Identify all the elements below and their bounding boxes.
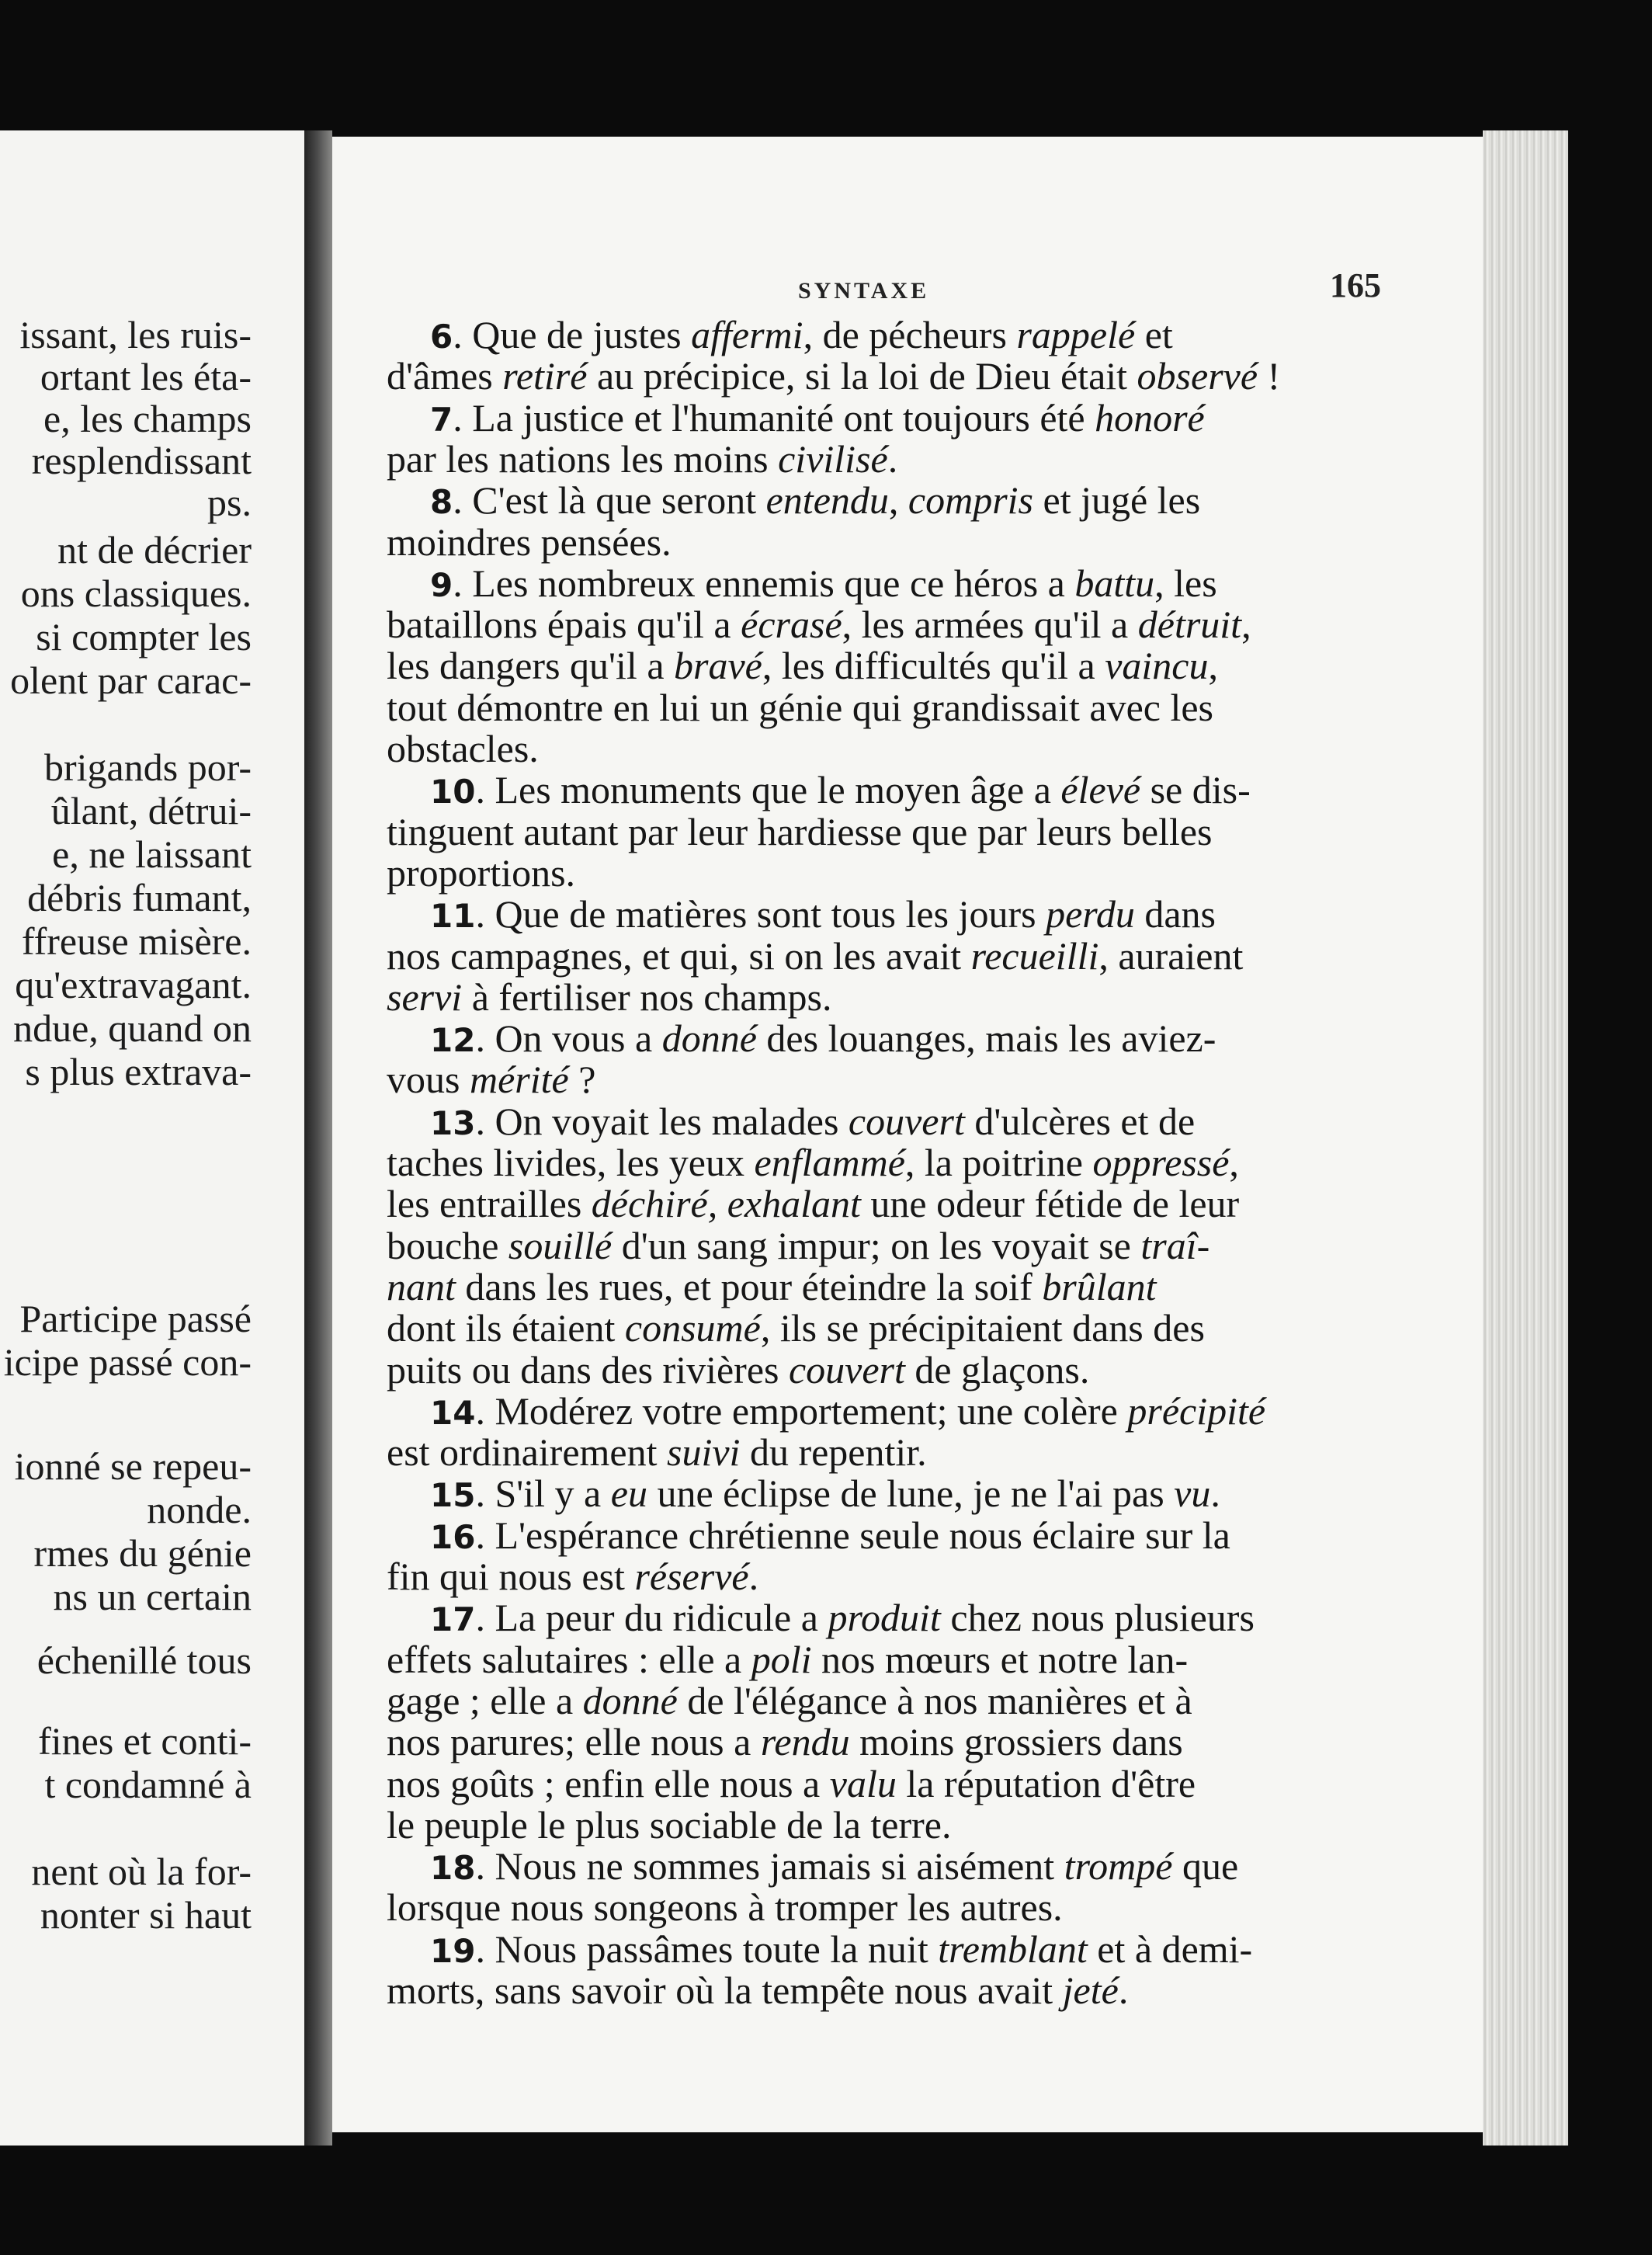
participle: recueilli <box>970 934 1099 978</box>
text-run: nos campagnes, et qui, si on les avait <box>387 934 971 978</box>
text-run: nos goûts ; enfin elle nous a <box>387 1762 830 1805</box>
text-line <box>387 1681 1192 1720</box>
participle: suivi <box>667 1430 741 1474</box>
text-line <box>430 1598 1255 1637</box>
left-page-line: issant, les ruis- <box>19 313 252 356</box>
text-run: vous <box>387 1058 470 1101</box>
participle: jeté <box>1062 1968 1119 2012</box>
participle: observé <box>1137 354 1258 398</box>
text-run: bataillons épais qu'il a <box>387 603 741 646</box>
text-line <box>387 851 576 895</box>
participle: rendu <box>760 1720 850 1763</box>
left-page-line: ps. <box>207 481 252 524</box>
text-run: d'ulcères et de <box>964 1100 1196 1143</box>
text-run: tinguent autant par leur hardiesse que par leurs belles <box>387 810 1213 853</box>
participle: élevé <box>1060 768 1141 811</box>
text-line <box>387 1640 1188 1679</box>
exercise-number: 15 <box>430 1476 476 1514</box>
exercise-number: 16 <box>430 1518 476 1556</box>
page-edge <box>1483 130 1568 2146</box>
left-page-line: ns un certain <box>53 1575 252 1618</box>
running-head: SYNTAXE <box>798 278 930 304</box>
text-run: le peuple le plus sociable de la terre. <box>387 1803 952 1847</box>
text-line <box>387 1348 1090 1392</box>
left-page-line: qu'extravagant. <box>15 963 252 1006</box>
text-line <box>387 1430 927 1474</box>
exercise-number: 6 <box>430 318 453 356</box>
text-line <box>430 561 1217 605</box>
text-line <box>387 1803 952 1847</box>
text-run: dont ils étaient <box>387 1306 625 1350</box>
participle: déchiré, exhalant <box>591 1182 861 1225</box>
text-run: . Nous passâmes toute la nuit <box>475 1927 939 1971</box>
text-line <box>387 975 832 1019</box>
exercise-number: 19 <box>430 1932 476 1970</box>
left-page-line: nonter si haut <box>40 1893 252 1937</box>
text-line <box>387 520 672 564</box>
text-run: morts, sans savoir où la tempête nous avait <box>387 1968 1063 2012</box>
text-run: , <box>1208 644 1218 687</box>
participle: battu <box>1074 561 1155 605</box>
left-page-line: ffreuse misère. <box>21 919 252 963</box>
text-run: fin qui nous est <box>387 1555 635 1598</box>
book-spine <box>304 130 332 2146</box>
exercise-number: 7 <box>430 401 453 439</box>
text-run: que <box>1172 1844 1239 1888</box>
text-line <box>387 1722 1183 1761</box>
text-run: . Les monuments que le moyen âge a <box>475 768 1061 811</box>
text-line <box>387 1060 595 1099</box>
exercise-number: 18 <box>430 1849 476 1887</box>
participle: valu <box>829 1762 897 1805</box>
left-page-line: brigands por- <box>44 745 252 789</box>
participle: couvert <box>848 1100 965 1143</box>
left-page-line: nonde. <box>147 1488 252 1531</box>
participle: nant <box>387 1265 456 1308</box>
text-run: bouche <box>387 1224 508 1267</box>
left-page-line: rmes du génie <box>33 1531 252 1575</box>
text-run: . La peur du ridicule a <box>475 1596 828 1639</box>
text-run: lorsque nous songeons à tromper les autres. <box>387 1885 1063 1929</box>
text-run: se dis- <box>1140 768 1251 811</box>
participle: entendu <box>765 478 889 522</box>
text-run: des louanges, mais les aviez- <box>756 1016 1216 1060</box>
text-run: de glaçons. <box>904 1348 1090 1392</box>
text-run: la réputation d'être <box>896 1762 1196 1805</box>
text-run: est ordinairement <box>387 1430 667 1474</box>
text-line <box>430 1844 1239 1888</box>
participle: compris <box>908 478 1033 522</box>
text-line <box>387 437 898 481</box>
text-line <box>387 1306 1205 1350</box>
participle: consumé <box>624 1306 761 1350</box>
text-run: ? <box>568 1058 596 1101</box>
exercise-number: 9 <box>430 566 453 604</box>
text-line <box>430 1389 1266 1433</box>
exercise-number: 11 <box>430 897 476 935</box>
text-run: tout démontre en lui un génie qui grandissait avec les <box>387 686 1213 729</box>
text-line <box>387 1184 1239 1223</box>
left-page-line: ionné se repeu- <box>14 1444 252 1488</box>
left-page-line: échenillé tous <box>36 1638 252 1682</box>
text-run: . Modérez votre emportement; une colère <box>475 1389 1128 1433</box>
text-run: . On vous a <box>475 1016 662 1060</box>
text-run: taches livides, les yeux <box>387 1141 755 1184</box>
text-line <box>430 1102 1195 1141</box>
exercise-number: 12 <box>430 1021 476 1059</box>
left-page-line: s plus extrava- <box>25 1050 252 1093</box>
participle: civilisé <box>778 437 888 481</box>
exercise-number: 8 <box>430 483 453 521</box>
text-run: moindres pensées. <box>387 520 672 564</box>
text-run: , ils se précipitaient dans des <box>760 1306 1205 1350</box>
text-run: . Les nombreux ennemis que ce héros a <box>453 561 1075 605</box>
text-line <box>430 1513 1230 1557</box>
text-run: , les <box>1154 561 1217 605</box>
participle: oppressé <box>1092 1141 1230 1184</box>
participle: mérité <box>469 1058 569 1101</box>
text-run: . <box>1118 1968 1129 2012</box>
left-page-line: ûlant, détrui- <box>50 789 252 832</box>
left-page-line: fines et conti- <box>38 1719 252 1763</box>
participle: détruit <box>1137 603 1242 646</box>
text-run: , les armées qu'il a <box>842 603 1138 646</box>
left-page-line: débris fumant, <box>27 876 252 919</box>
text-line <box>430 892 1216 936</box>
text-run: , auraient <box>1098 934 1244 978</box>
text-run: les dangers qu'il a <box>387 644 675 687</box>
participle: produit <box>828 1596 941 1639</box>
participle: couvert <box>788 1348 905 1392</box>
text-run: chez nous plusieurs <box>940 1596 1255 1639</box>
text-run: moins grossiers dans <box>849 1720 1183 1763</box>
text-line <box>387 1764 1196 1803</box>
exercise-number: 13 <box>430 1104 476 1142</box>
text-run: ! <box>1258 354 1281 398</box>
text-line <box>387 1226 1210 1265</box>
participle: perdu <box>1046 892 1135 936</box>
text-run: . C'est là que seront <box>453 478 766 522</box>
text-run: . La justice et l'humanité ont toujours été <box>453 396 1095 440</box>
text-run: dans <box>1134 892 1216 936</box>
text-run: proportions. <box>387 851 576 895</box>
text-run: et <box>1135 313 1173 356</box>
left-page-line: resplendissant <box>31 439 252 482</box>
text-run: , <box>1229 1141 1239 1184</box>
text-run: . Que de justes <box>453 313 692 356</box>
text-run: gage ; elle a <box>387 1679 583 1722</box>
text-run: de l'élégance à nos manières et à <box>677 1679 1192 1722</box>
participle: bravé <box>674 644 762 687</box>
left-page-line: t condamné à <box>44 1763 252 1806</box>
text-line <box>387 812 1213 851</box>
text-run: effets salutaires : elle a <box>387 1638 751 1681</box>
text-line <box>387 1267 1156 1306</box>
text-line <box>430 315 1173 354</box>
text-run: , les difficultés qu'il a <box>762 644 1105 687</box>
text-line <box>430 478 1201 522</box>
text-run: , la poitrine <box>904 1141 1093 1184</box>
text-run: . <box>887 437 898 481</box>
text-run: par les nations les moins <box>387 437 779 481</box>
participle: brûlant <box>1042 1265 1157 1308</box>
participle: affermi <box>691 313 803 356</box>
text-run: et à demi- <box>1087 1927 1253 1971</box>
participle: honoré <box>1095 396 1205 440</box>
text-run: une éclipse de lune, je ne l'ai pas <box>647 1471 1175 1515</box>
text-run: . L'espérance chrétienne seule nous éclaire sur la <box>475 1513 1230 1557</box>
text-line <box>430 1927 1253 1971</box>
participle: retiré <box>502 354 588 398</box>
text-line <box>387 354 1281 398</box>
participle: vu <box>1174 1471 1211 1515</box>
participle: enflammé <box>754 1141 905 1184</box>
participle: poli <box>751 1638 812 1681</box>
text-line <box>387 688 1213 727</box>
text-run: , <box>1241 603 1251 646</box>
text-run: nos mœurs et notre lan- <box>811 1638 1189 1681</box>
text-line <box>387 729 539 768</box>
text-run: les entrailles <box>387 1182 592 1225</box>
text-run: d'un sang impur; on les voyait se <box>612 1224 1141 1267</box>
exercise-number: 17 <box>430 1600 476 1638</box>
text-line <box>387 646 1218 685</box>
exercise-number: 14 <box>430 1394 476 1432</box>
text-run: d'âmes <box>387 354 503 398</box>
left-page-line: Participe passé <box>19 1297 252 1340</box>
left-page-line: olent par carac- <box>10 658 252 702</box>
left-page <box>0 130 304 2146</box>
text-run: obstacles. <box>387 727 539 770</box>
text-run: , <box>888 478 908 522</box>
text-run: nos parures; elle nous a <box>387 1720 761 1763</box>
participle: trompé <box>1064 1844 1173 1888</box>
text-run: au précipice, si la loi de Dieu était <box>587 354 1137 398</box>
participle: donné <box>582 1679 678 1722</box>
left-page-line: ortant les éta- <box>40 355 252 398</box>
text-line <box>430 396 1205 440</box>
text-run: du repentir. <box>740 1430 927 1474</box>
text-line <box>387 1885 1063 1929</box>
text-run: . Nous ne sommes jamais si aisément <box>475 1844 1064 1888</box>
participle: traî- <box>1140 1224 1210 1267</box>
left-page-line: e, les champs <box>43 397 252 440</box>
participle: rappelé <box>1016 313 1136 356</box>
text-line <box>387 605 1251 644</box>
text-run: puits ou dans des rivières <box>387 1348 789 1392</box>
left-page-line: nt de décrier <box>57 528 252 572</box>
text-line <box>430 770 1251 809</box>
text-line <box>387 934 1244 978</box>
participle: tremblant <box>938 1927 1088 1971</box>
participle: souillé <box>508 1224 613 1267</box>
text-run: . <box>748 1555 759 1598</box>
participle: réservé <box>634 1555 749 1598</box>
text-run: et jugé les <box>1033 478 1201 522</box>
participle: eu <box>610 1471 647 1515</box>
text-run: dans les rues, et pour éteindre la soif <box>455 1265 1043 1308</box>
text-run: à fertiliser nos champs. <box>462 975 832 1019</box>
participle: précipité <box>1127 1389 1266 1433</box>
text-line <box>430 1471 1220 1515</box>
text-run: . <box>1210 1471 1220 1515</box>
participle: donné <box>661 1016 757 1060</box>
left-page-line: ndue, quand on <box>13 1006 252 1050</box>
left-page-line: si compter les <box>36 615 252 658</box>
left-page-line: ons classiques. <box>20 572 252 615</box>
exercise-number: 10 <box>430 773 476 811</box>
participle: servi <box>387 975 463 1019</box>
participle: vaincu <box>1105 644 1209 687</box>
participle: écrasé <box>741 603 842 646</box>
left-page-line: e, ne laissant <box>52 832 252 876</box>
left-page-line: icipe passé con- <box>3 1340 252 1384</box>
text-line <box>387 1557 758 1596</box>
text-run: . S'il y a <box>475 1471 611 1515</box>
text-run: . On voyait les malades <box>475 1100 849 1143</box>
text-line <box>387 1968 1129 2012</box>
text-run: une odeur fétide de leur <box>860 1182 1240 1225</box>
text-run: , de pécheurs <box>803 313 1017 356</box>
left-page-line: nent où la for- <box>31 1850 252 1893</box>
right-page: SYNTAXE 165 6. Que de justes affermi, de pécheurs rappelé et d'âmes retiré au précipice, si la loi de Dieu était observé ! 7. La justice et l'humanité ont toujours été honoré par les nations les moins civilisé. 8. C'est là que seront entendu, compris et jugé les moindres pensées. 9. Les nombreux ennemis que ce héros a battu, les bataillons épais qu'il a écrasé, les armées qu'il a détruit, les dangers qu'il a bravé, les difficultés qu'il a vaincu, tout démontre en lui un génie qui grandissait avec les obstacles. 10. Les monuments que le moyen âge a élevé se dis- tinguent autant par leur hardiesse que par leurs belles proportions. 11. Que de matières sont tous les jours perdu dans nos campagnes, et qui, si on les avait recueilli, auraient servi à fertiliser nos champs. 12. On vous a donné des louanges, mais les aviez- vous mérité ? 13. On voyait les malades couvert d'ulcères et de taches livides, les yeux enflammé, la poitrine oppressé, les entrailles déchiré, exhalant une odeur fétide de leur bouche souillé d'un sang impur; on les voyait se traî- nant dans les rues, et pour éteindre la soif brûlant dont ils étaient consumé, ils se précipitaient dans des puits ou dans des rivières couvert de glaçons. 14. Modérez votre emportement; une colère précipité est ordinairement suivi du repentir. 15. S'il y a eu une éclipse de lune, je ne l'ai pas vu. 16. L'espérance chrétienne seule nous éclaire sur la fin qui nous est réservé. 17. La peur du ridicule a produit chez nous plusieurs effets salutaires : elle a poli nos mœurs et notre lan- gage ; elle a donné de l'élégance à nos manières et à nos parures; elle nous a rendu moins grossiers dans nos goûts ; enfin elle nous a valu la réputation d'être le peuple le plus sociable de la terre. 18. Nous ne sommes jamais si aisément trompé que lorsque nous songeons à tromper les autres. 19. Nous passâmes toute la nuit tremblant et à demi- morts, sans savoir où la tempête nous avait jeté. <box>332 137 1567 2132</box>
text-line <box>387 1143 1239 1182</box>
text-run: . Que de matières sont tous les jours <box>475 892 1046 936</box>
text-line <box>430 1016 1216 1060</box>
